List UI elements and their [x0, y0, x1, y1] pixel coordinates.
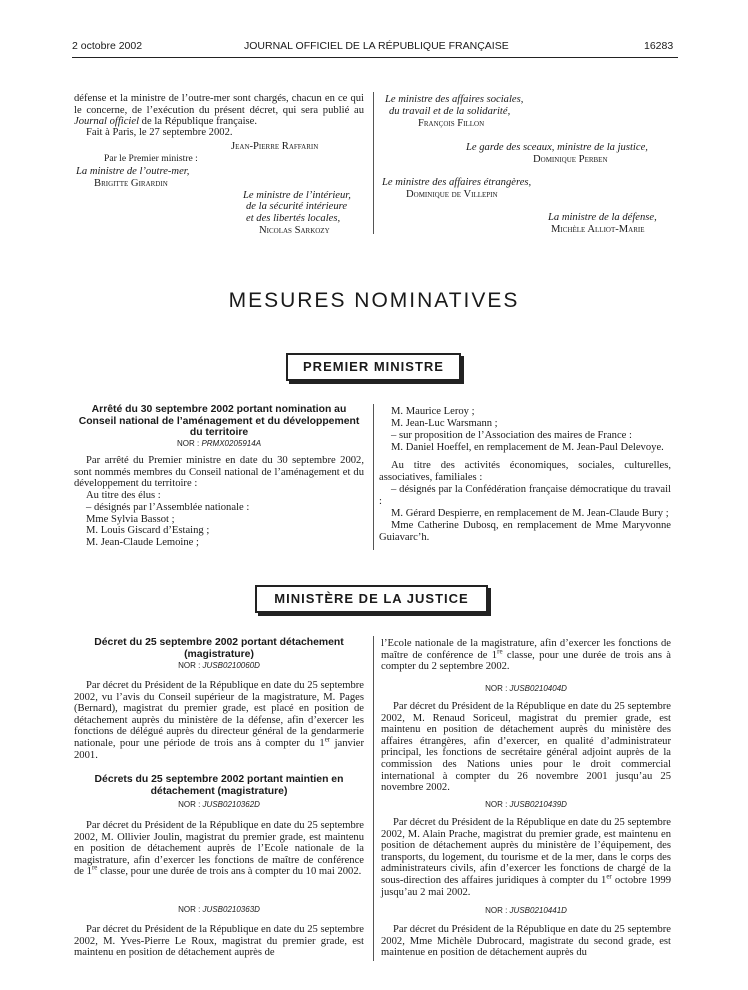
member-list-item: M. Jean-Luc Warsmann ; — [391, 418, 498, 429]
decrets2-title: Décrets du 25 septembre 2002 portant maintien en détachement (magistrature) — [94, 774, 344, 797]
defense-title: La ministre de la défense, — [548, 212, 657, 223]
column-divider — [373, 404, 374, 550]
signatory-outremer: Brigitte Girardin — [94, 178, 168, 189]
etrangeres-title: Le ministre des affaires étrangères, — [382, 177, 532, 188]
prache-text: Par décret du Président de la République en date du 25 septembre 2002, M. Alain Prache, magistrat du premier grade, est maintenu en position de détachement auprès du ministère de l’équipement, des transports, du logement, du tourisme et de la mer, dans le corps des administrateurs civils, afin d’exercer les fonctions de chargé de la sous-direction des affaires juridiques à compter du 1er octobre 1999 jusqu’au 2 mai 2002. — [381, 817, 671, 898]
decret1-title: Décret du 25 septembre 2002 portant détachement (magistrature) — [94, 637, 344, 660]
header-rule — [72, 57, 678, 58]
member-list-item: Mme Sylvia Bassot ; — [86, 514, 175, 525]
amf-line: – sur proposition de l’Association des maires de France : — [391, 430, 632, 441]
arrete-an: – désignés par l’Assemblée nationale : — [86, 502, 250, 513]
nor-404: NOR : JUSB0210404D — [485, 684, 567, 693]
journal-officiel-word: Journal officiel — [74, 116, 140, 128]
cfdt-line: – désignés par la Confédération française démocratique du travail : — [379, 484, 671, 507]
par-premier-ministre: Par le Premier ministre : — [104, 153, 198, 164]
activites-line: Au titre des activités économiques, sociales, culturelles, associatives, familiales : — [379, 460, 671, 483]
header-journal-title: JOURNAL OFFICIEL DE LA RÉPUBLIQUE FRANÇAISE — [244, 40, 509, 52]
decret1-nor: NOR : JUSB0210060D — [178, 661, 260, 670]
nor-439: NOR : JUSB0210439D — [485, 800, 567, 809]
header-date: 2 octobre 2002 — [72, 40, 143, 52]
arrete-intro: Par arrêté du Premier ministre en date du 30 septembre 2002, sont nommés membres du Conseil national de l’aménagement et du développement du territoire : — [74, 455, 364, 490]
signatory-defense: Michèle Alliot-Marie — [551, 224, 645, 235]
joulin-text: Par décret du Président de la République en date du 25 septembre 2002, M. Ollivier Joulin, magistrat du premier grade, est maintenu en position de détachement auprès de l’Ecole nationale de la magistrature, afin d’exercer les fonctions de maître de conférence de 1re classe, pour une durée de trois ans à compter du 10 mai 2002. — [74, 820, 364, 878]
decree-closing-text: défense et la ministre de l’outre-mer sont chargés, chacun en ce qui le concerne, de l’exécution du présent décret, qui sera publié au Journal officiel de la République française. — [74, 93, 364, 128]
arrete-elus: Au titre des élus : — [86, 490, 161, 501]
nor-363: NOR : JUSB0210363D — [178, 905, 260, 914]
member-list-item: M. Maurice Leroy ; — [391, 406, 475, 417]
arrete-nor: NOR : PRMX0205914A — [176, 439, 262, 448]
signatory-interieur: Nicolas Sarkozy — [259, 225, 330, 236]
decret1-text: Par décret du Président de la République en date du 25 septembre 2002, vu l’avis du Conseil supérieur de la magistrature, M. Pages (Bernard), magistrat du premier grade, est placé en position de détachement auprès du ministère de la défense, afin d’exercer les fonctions de délégué auprès du directeur général de la gendarmerie nationale, pour une période de trois ans à compter du 1er janvier 2001. — [74, 680, 364, 761]
leroux-continued: l’Ecole nationale de la magistrature, afin d’exercer les fonctions de maître de conférence de 1re classe, pour une durée de trois ans à compter du 2 septembre 2002. — [381, 638, 671, 673]
signatory-justice: Dominique Perben — [533, 154, 608, 165]
signatory-social: François Fillon — [418, 118, 485, 129]
section-ministere-justice: MINISTÈRE DE LA JUSTICE — [255, 585, 488, 613]
main-title: MESURES NOMINATIVES — [228, 289, 520, 312]
soriceul-text: Par décret du Président de la République en date du 25 septembre 2002, M. Renaud Soriceul, magistrat du premier grade, est maintenu en position de détachement auprès du ministère des affaires étrangères, afin d’exercer, en qualité d’administrateur principal, les fonctions de secrétaire général adjoint auprès de la commission des Nations unies pour le droit commercial international à compter du 26 novembre 2001 jusqu’au 25 novembre 2002. — [381, 701, 671, 794]
column-divider — [373, 636, 374, 961]
column-divider — [373, 92, 374, 234]
signatory-pm: Jean-Pierre Raffarin — [231, 141, 319, 152]
member-list-item: M. Louis Giscard d’Estaing ; — [86, 525, 210, 536]
member-list-item: M. Jean-Claude Lemoine ; — [86, 537, 199, 548]
dubosq-line: Mme Catherine Dubosq, en remplacement de Mme Maryvonne Guiavarc’h. — [379, 520, 671, 543]
hoeffel-line: M. Daniel Hoeffel, en remplacement de M. Jean-Paul Delevoye. — [391, 442, 664, 453]
decrets2-nor: NOR : JUSB0210362D — [178, 800, 260, 809]
leroux-text: Par décret du Président de la République en date du 25 septembre 2002, M. Yves-Pierre Le Roux, magistrat du premier grade, est maintenu en position de détachement auprès de — [74, 924, 364, 959]
nor-441: NOR : JUSB0210441D — [485, 906, 567, 915]
despierre-line: M. Gérard Despierre, en remplacement de M. Jean-Claude Bury ; — [391, 508, 669, 519]
place-date: Fait à Paris, le 27 septembre 2002. — [86, 127, 233, 138]
section-premier-ministre: PREMIER MINISTRE — [286, 353, 461, 381]
dubrocard-text: Par décret du Président de la République en date du 25 septembre 2002, Mme Michèle Dubrocard, magistrate du second grade, est maintenue en position de détachement auprès du — [381, 924, 671, 959]
header-page-number: 16283 — [644, 40, 674, 52]
justice-title: Le garde des sceaux, ministre de la justice, — [466, 142, 648, 153]
signatory-etrangeres: Dominique de Villepin — [406, 189, 498, 200]
outremer-title: La ministre de l’outre-mer, — [76, 166, 190, 177]
interieur-title: Le ministre de l’intérieur, de la sécurité intérieure et des libertés locales, — [243, 190, 351, 224]
arrete-title: Arrêté du 30 septembre 2002 portant nomination au Conseil national de l’aménagement et du développement du territoire — [78, 404, 360, 438]
social-title: Le ministre des affaires sociales, du travail et de la solidarité, — [385, 94, 524, 117]
